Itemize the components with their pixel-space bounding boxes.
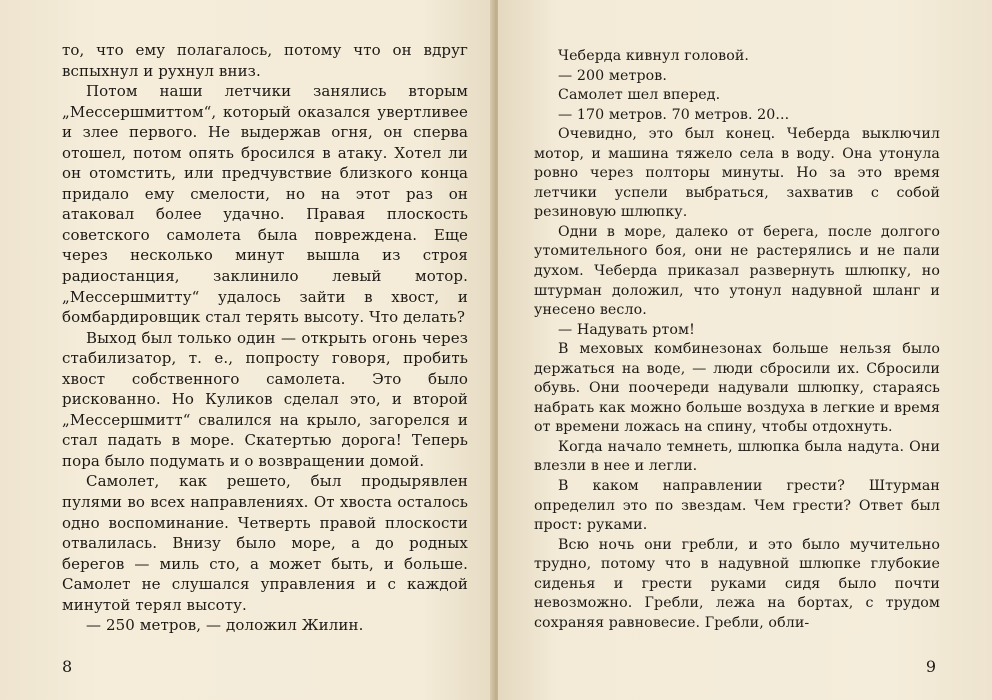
paragraph: Самолет шел вперед. bbox=[558, 87, 721, 104]
right-page-text bbox=[534, 47, 940, 633]
paragraph: — 200 метров. bbox=[558, 67, 667, 84]
paragraph: — 170 метров. 70 метров. 20... bbox=[558, 106, 790, 123]
paragraph: — 250 метров, — доложил Жилин. bbox=[86, 616, 364, 635]
paragraph: то, что ему полагалось, потому что он вдруг вспыхнул и рухнул вниз. bbox=[62, 41, 468, 80]
right-page bbox=[498, 0, 992, 700]
paragraph: Самолет, как решето, был продырявлен пулями во всех направлениях. От хвоста осталось одно воспоминание. Четверть правой плоскости отвалилась. Внизу было море, а до родных берегов — миль сто, а может быть, и больше. Самолет не слушался управления и с каждой минутой терял высоту. bbox=[62, 472, 468, 614]
paragraph: — Надувать ртом! bbox=[558, 321, 695, 338]
paragraph: Чеберда кивнул головой. bbox=[558, 48, 750, 64]
paragraph: Выход был только один — открыть огонь через стабилизатор, т. е., попросту говоря, пробить хвост собственного самолета. Это было рискованно. Но Куликов сделал это, и второй „Мессершмитт“ свалился на крыло, загорелся и стал падать в море. Скатертью дорога! Теперь пора было подумать и о возвращении домой. bbox=[62, 328, 468, 470]
paragraph: Потом наши летчики занялись вторым „Мессершмиттом“, который оказался увертливее и злее первого. Не выдержав огня, он сперва отошел, потом опять бросился в атаку. Хотел ли он отомстить, или предчувствие близкого конца придало ему смелости, но на этот раз он атаковал более удачно. Правая плоскость советского самолета была повреждена. Еще через несколько минут вышла из строя радиостанция, заклинило левый мотор. „Мессершмитту“ удалось зайти в хвост, и бомбардировщик стал терять высоту. Что делать? bbox=[62, 82, 468, 327]
paragraph: Очевидно, это был конец. Чеберда выключил мотор, и машина тяжело села в воду. Она утонула ровно через полторы минуты. Но за это время летчики успели выбраться, захватив с собой резиновую шлюпку. bbox=[534, 126, 940, 221]
paragraph: В каком направлении грести? Штурман определил это по звездам. Чем грести? Ответ был прост: руками. bbox=[534, 478, 940, 534]
paragraph: В меховых комбинезонах больше нельзя было держаться на воде, — люди сбросили их. Сбросили обувь. Они поочереди надували шлюпку, стараясь набрать как можно больше воздуха в легкие и время от времени ложась на спину, чтобы отдохнуть. bbox=[534, 341, 940, 436]
page-number: 8 bbox=[62, 657, 73, 676]
paragraph: Всю ночь они гребли, и это было мучительно трудно, потому что в надувной шлюпке глубокие сиденья и грести руками сидя было почти невозможно. Гребли, лежа на бортах, с трудом сохраняя равновесие. Гребли, обли- bbox=[534, 536, 940, 631]
left-page bbox=[0, 0, 494, 700]
left-page-text bbox=[62, 40, 468, 636]
paragraph: Когда начало темнеть, шлюпка была надута. Они влезли в нее и легли. bbox=[534, 438, 940, 475]
page-number: 9 bbox=[925, 657, 936, 676]
paragraph: Одни в море, далеко от берега, после долгого утомительного боя, они не растерялись и не пали духом. Чеберда приказал развернуть шлюпку, но штурман доложил, что утонул надувной шланг и унесено весло. bbox=[534, 223, 940, 319]
